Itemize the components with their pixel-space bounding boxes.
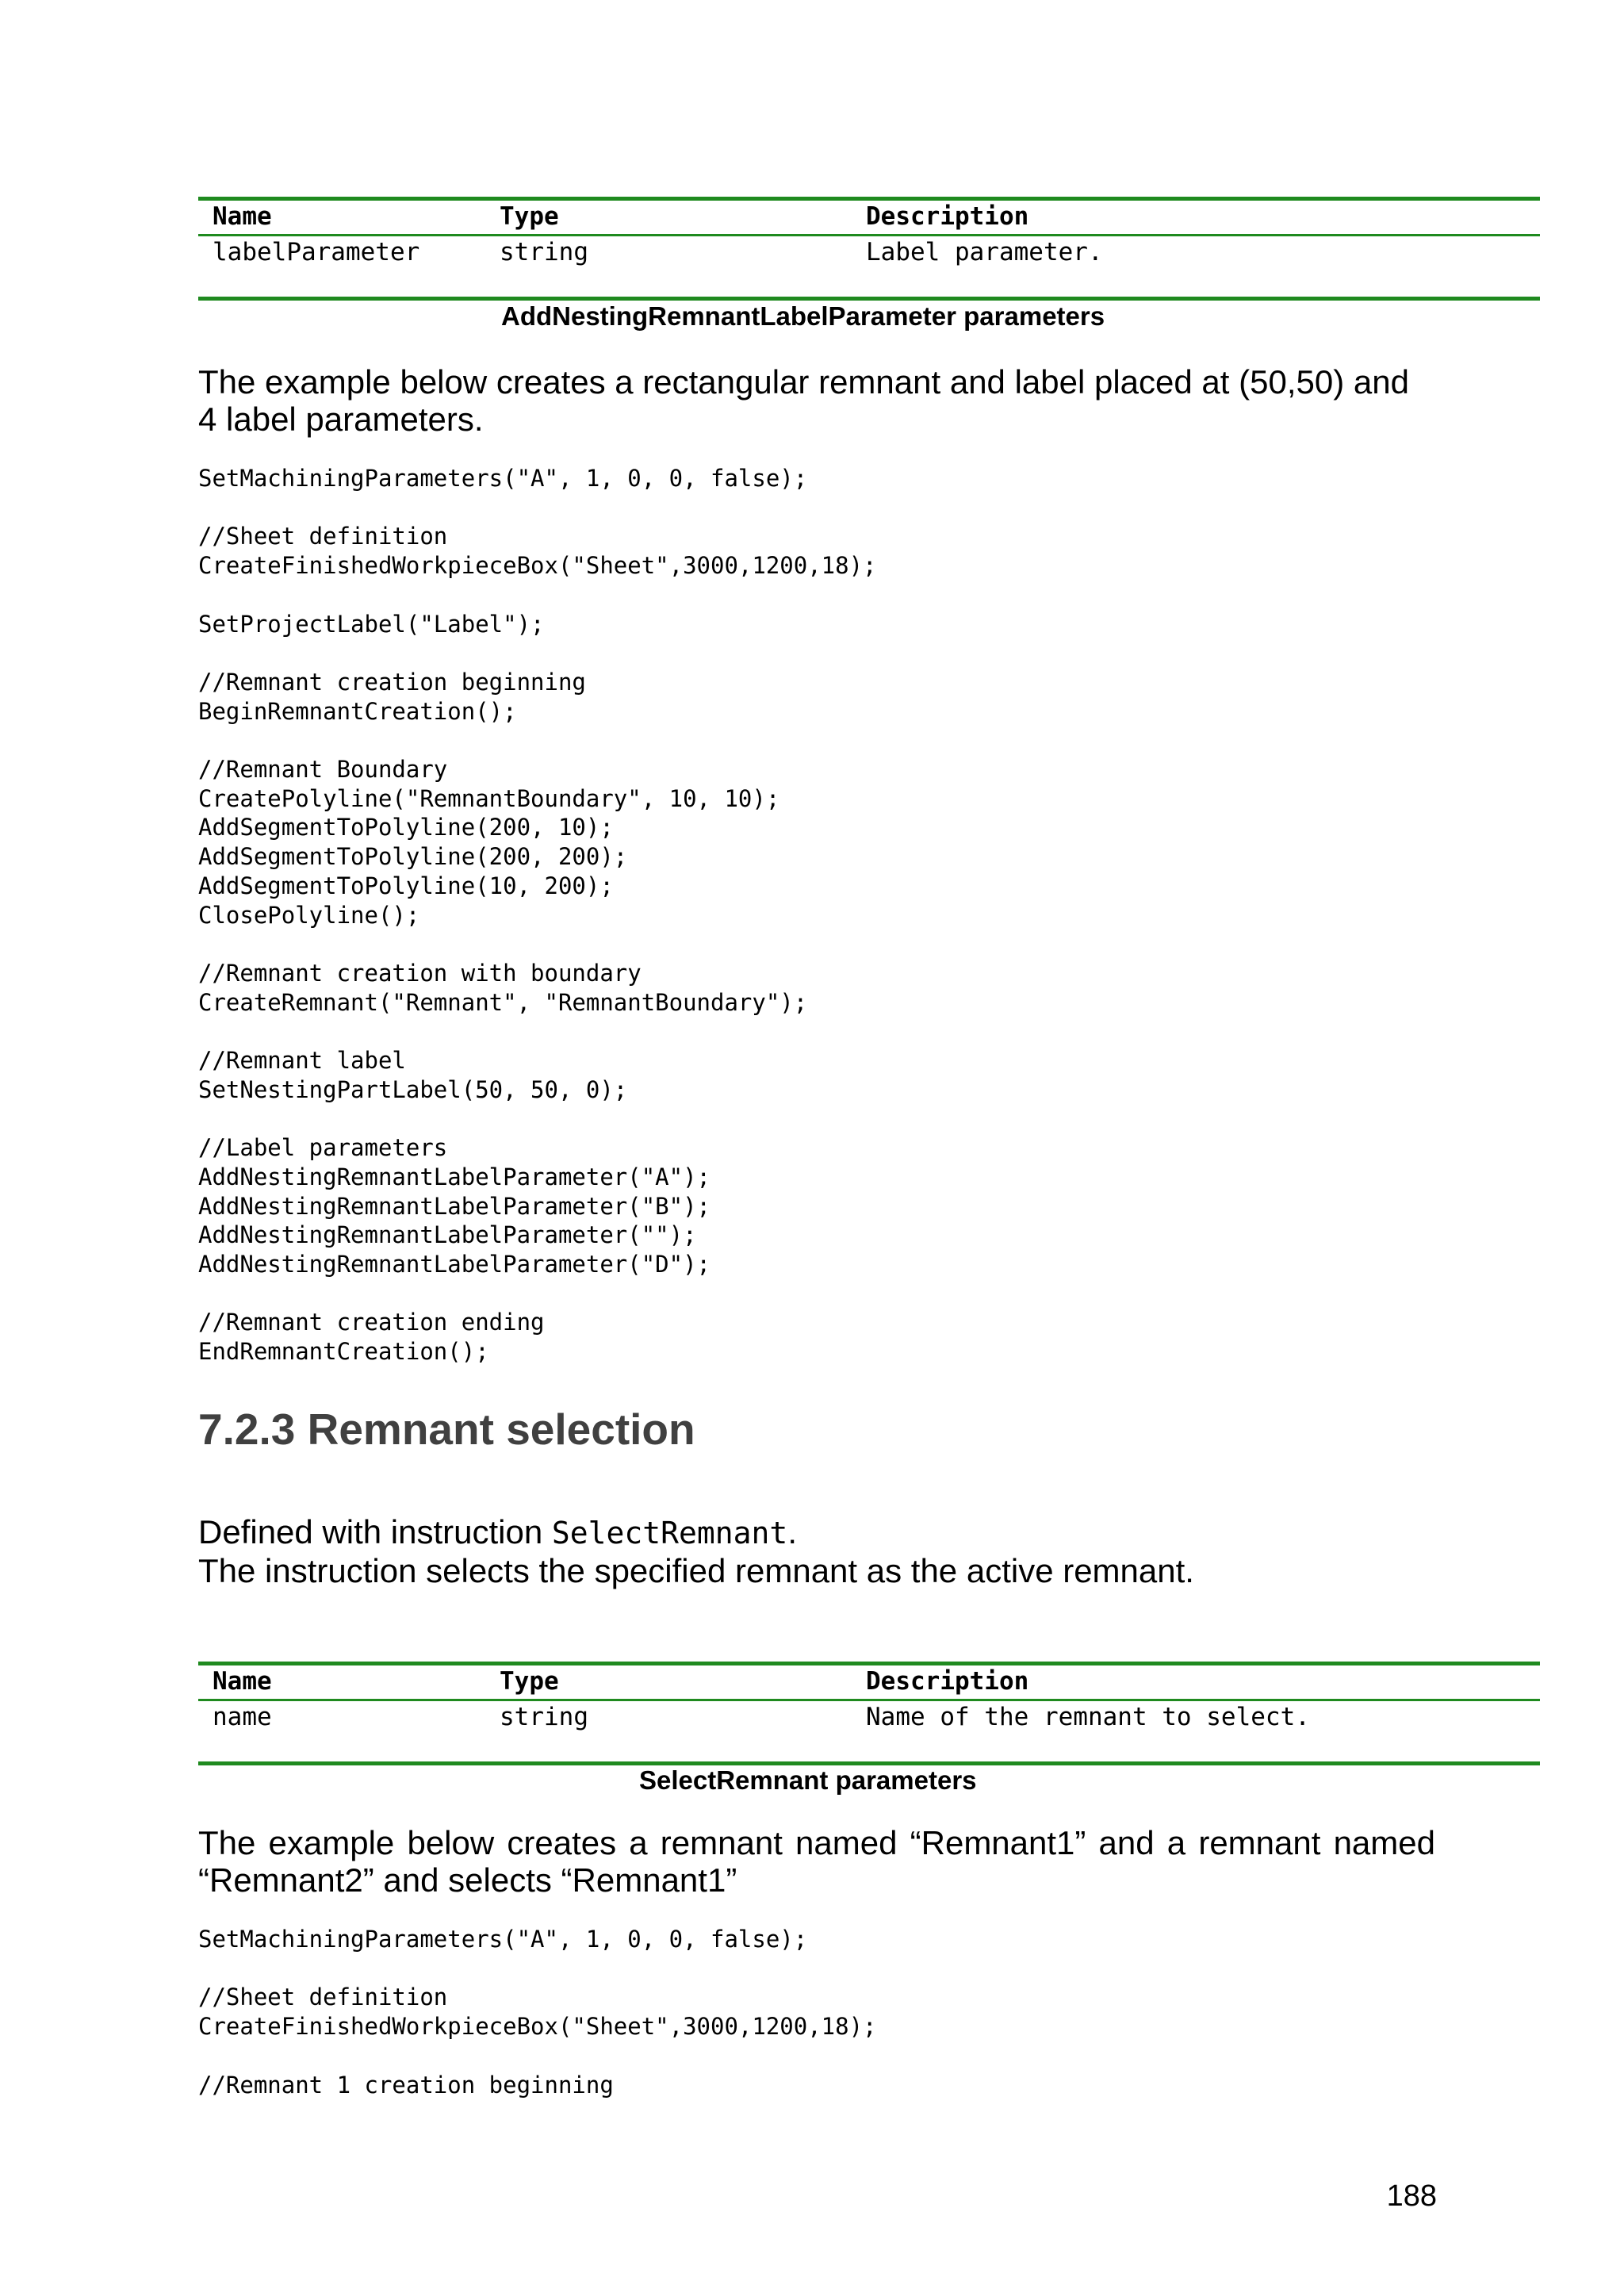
parameters-table-add-nesting-remnant-label-parameter <box>198 197 1540 301</box>
table-caption: SelectRemnant parameters <box>639 1765 977 1795</box>
table-header-row <box>198 201 1540 234</box>
parameters-table-select-remnant <box>198 1662 1540 1765</box>
header-type: Type <box>500 1667 559 1696</box>
param-description: Name of the remnant to select. <box>866 1703 1310 1731</box>
param-description: Label parameter. <box>866 238 1103 266</box>
code-example-label-parameters: SetMachiningParameters("A", 1, 0, 0, false); //Sheet definition CreateFinishedWorkpieceBox("Sheet",3000,1200,18); SetProjectLabel("Label"); //Remnant creation beginning BeginRemnantCreation(); //Remnant Boundary CreatePolyline("RemnantBoundary", 10, 10); AddSegmentToPolyline(200, 10); AddSegmentToPolyline(200, 200); AddSegmentToPolyline(10, 200); ClosePolyline(); //Remnant creation with boundary CreateRemnant("Remnant", "RemnantBoundary"); //Remnant label SetNestingPartLabel(50, 50, 0); //Label parameters AddNestingRemnantLabelParameter("A"); AddNestingRemnantLabelParameter("B"); AddNestingRemnantLabelParameter(""); AddNestingRemnantLabelParameter("D"); //Remnant creation ending EndRemnantCreation(); <box>198 465 877 1366</box>
header-name: Name <box>213 202 272 231</box>
page-number: 188 <box>1386 2179 1437 2213</box>
instruction-name: SelectRemnant <box>551 1516 788 1550</box>
section-description <box>198 1513 1435 1589</box>
example-intro-paragraph <box>198 363 1435 438</box>
section-heading: 7.2.3 Remnant selection <box>198 1405 695 1454</box>
table-header-row <box>198 1665 1540 1699</box>
header-type: Type <box>500 202 559 231</box>
table-bottom-rule <box>198 297 1540 301</box>
defined-prefix: Defined with instruction <box>198 1513 552 1550</box>
example-intro-text: The example below creates a rectangular remnant and label placed at (50,50) and 4 label parameters. <box>198 363 1409 438</box>
instruction-description: The instruction selects the specified remnant as the active remnant. <box>198 1552 1194 1589</box>
table-row <box>198 1701 1540 1761</box>
defined-with-line <box>198 1513 1435 1552</box>
example-intro-text-2: The example below creates a remnant named “Remnant1” and a remnant named “Remnant2” and selects “Remnant1” <box>198 1824 1435 1899</box>
code-example-select-remnant: SetMachiningParameters("A", 1, 0, 0, false); //Sheet definition CreateFinishedWorkpieceBox("Sheet",3000,1200,18); //Remnant 1 creation beginning <box>198 1926 877 2099</box>
header-name: Name <box>213 1667 272 1696</box>
example-intro-paragraph-2 <box>198 1824 1435 1899</box>
table-row <box>198 236 1540 297</box>
defined-suffix: . <box>787 1513 797 1550</box>
param-name: name <box>213 1703 272 1731</box>
table-caption: AddNestingRemnantLabelParameter parameters <box>501 301 1105 331</box>
header-description: Description <box>866 1667 1029 1696</box>
param-type: string <box>500 238 588 266</box>
param-name: labelParameter <box>213 238 420 266</box>
header-description: Description <box>866 202 1029 231</box>
param-type: string <box>500 1703 588 1731</box>
